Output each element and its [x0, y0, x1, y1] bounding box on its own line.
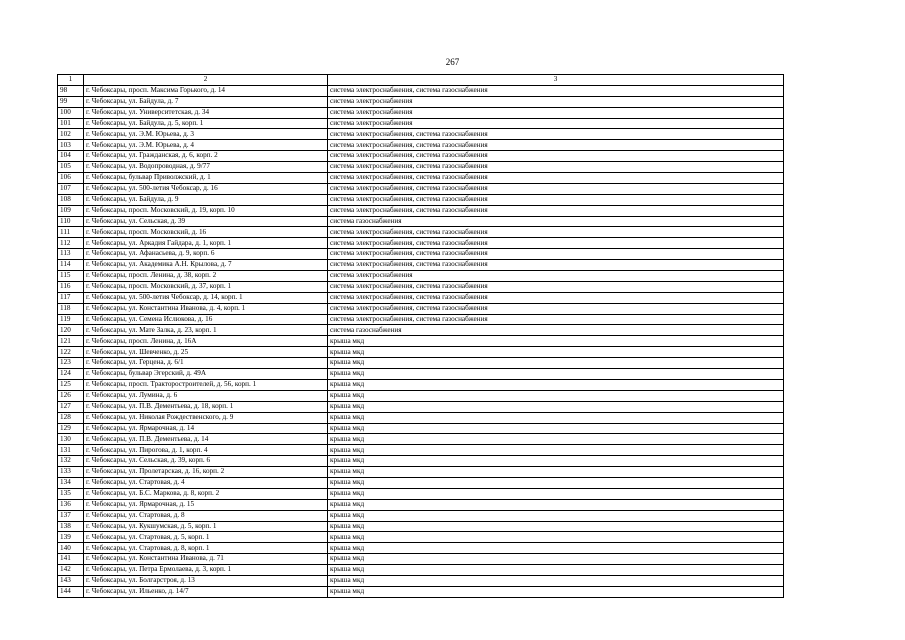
- address-cell: г. Чебоксары, ул. Пирогова, д. 1, корп. 4: [84, 445, 328, 456]
- table-row: [58, 205, 784, 216]
- address-cell: г. Чебоксары, ул. Мате Залка, д. 23, корп. 1: [84, 325, 328, 336]
- table-row: [58, 521, 784, 532]
- table-row: [58, 238, 784, 249]
- object-type-cell: крыша мкд: [328, 554, 784, 565]
- table-row: [58, 401, 784, 412]
- table-row: [58, 271, 784, 282]
- row-number-cell: 98: [58, 85, 84, 96]
- address-cell: г. Чебоксары, ул. Стартовая, д. 5, корп. 1: [84, 532, 328, 543]
- header-cell-address: 2: [84, 75, 328, 86]
- object-type-cell: крыша мкд: [328, 401, 784, 412]
- table-row: [58, 565, 784, 576]
- address-cell: г. Чебоксары, ул. Сельская, д. 39, корп. 6: [84, 456, 328, 467]
- address-cell: г. Чебоксары, ул. Аркадия Гайдара, д. 1, корп. 1: [84, 238, 328, 249]
- object-type-cell: крыша мкд: [328, 358, 784, 369]
- object-type-cell: крыша мкд: [328, 586, 784, 597]
- table-row: [58, 390, 784, 401]
- address-cell: г. Чебоксары, ул. Константина Иванова, д. 71: [84, 554, 328, 565]
- object-type-cell: система газоснабжения: [328, 216, 784, 227]
- object-type-cell: крыша мкд: [328, 510, 784, 521]
- object-type-cell: крыша мкд: [328, 379, 784, 390]
- table-row: [58, 129, 784, 140]
- address-cell: г. Чебоксары, ул. Болгарстроя, д. 13: [84, 575, 328, 586]
- row-number-cell: 126: [58, 390, 84, 401]
- object-type-cell: крыша мкд: [328, 532, 784, 543]
- table-row: [58, 445, 784, 456]
- table-row: [58, 379, 784, 390]
- table-row: [58, 456, 784, 467]
- table-row: [58, 183, 784, 194]
- row-number-cell: 108: [58, 194, 84, 205]
- object-type-cell: система электроснабжения, система газоснабжения: [328, 303, 784, 314]
- table-row: [58, 140, 784, 151]
- table-header-row: [58, 75, 784, 86]
- object-type-cell: крыша мкд: [328, 575, 784, 586]
- row-number-cell: 141: [58, 554, 84, 565]
- address-cell: г. Чебоксары, ул. Б.С. Маркова, д. 8, корп. 2: [84, 488, 328, 499]
- row-number-cell: 136: [58, 499, 84, 510]
- object-type-cell: система электроснабжения, система газоснабжения: [328, 292, 784, 303]
- address-cell: г. Чебоксары, ул. П.В. Дементьева, д. 14: [84, 434, 328, 445]
- object-type-cell: крыша мкд: [328, 521, 784, 532]
- page-number: 267: [445, 57, 460, 67]
- object-type-cell: система электроснабжения, система газоснабжения: [328, 173, 784, 184]
- object-type-cell: крыша мкд: [328, 488, 784, 499]
- table-row: [58, 347, 784, 358]
- table-row: [58, 216, 784, 227]
- object-type-cell: крыша мкд: [328, 423, 784, 434]
- row-number-cell: 105: [58, 162, 84, 173]
- row-number-cell: 130: [58, 434, 84, 445]
- row-number-cell: 140: [58, 543, 84, 554]
- table-row: [58, 369, 784, 380]
- object-type-cell: крыша мкд: [328, 499, 784, 510]
- table-row: [58, 151, 784, 162]
- table-row: [58, 586, 784, 597]
- object-type-cell: система электроснабжения, система газоснабжения: [328, 260, 784, 271]
- row-number-cell: 142: [58, 565, 84, 576]
- row-number-cell: 139: [58, 532, 84, 543]
- row-number-cell: 99: [58, 96, 84, 107]
- address-cell: г. Чебоксары, ул. П.В. Дементьева, д. 18, корп. 1: [84, 401, 328, 412]
- address-cell: г. Чебоксары, ул. Водопроводная, д. 9/77: [84, 162, 328, 173]
- address-cell: г. Чебоксары, ул. Ярмарочная, д. 15: [84, 499, 328, 510]
- object-type-cell: система электроснабжения, система газоснабжения: [328, 227, 784, 238]
- table-row: [58, 488, 784, 499]
- table-row: [58, 118, 784, 129]
- table-row: [58, 227, 784, 238]
- object-type-cell: крыша мкд: [328, 390, 784, 401]
- object-type-cell: система электроснабжения, система газоснабжения: [328, 162, 784, 173]
- object-type-cell: крыша мкд: [328, 434, 784, 445]
- row-number-cell: 123: [58, 358, 84, 369]
- table-row: [58, 292, 784, 303]
- address-cell: г. Чебоксары, ул. 500-летия Чебоксар, д. 16: [84, 183, 328, 194]
- table-row: [58, 423, 784, 434]
- table-row: [58, 281, 784, 292]
- row-number-cell: 125: [58, 379, 84, 390]
- object-type-cell: система электроснабжения, система газоснабжения: [328, 314, 784, 325]
- table-row: [58, 249, 784, 260]
- address-cell: г. Чебоксары, ул. Байдула, д. 9: [84, 194, 328, 205]
- address-cell: г. Чебоксары, ул. Шевченко, д. 25: [84, 347, 328, 358]
- object-type-cell: система электроснабжения, система газоснабжения: [328, 129, 784, 140]
- object-type-cell: система электроснабжения, система газоснабжения: [328, 205, 784, 216]
- object-type-cell: система электроснабжения, система газоснабжения: [328, 140, 784, 151]
- row-number-cell: 144: [58, 586, 84, 597]
- row-number-cell: 117: [58, 292, 84, 303]
- table-row: [58, 510, 784, 521]
- address-cell: г. Чебоксары, ул. Герцена, д. 6/1: [84, 358, 328, 369]
- object-type-cell: система электроснабжения: [328, 96, 784, 107]
- row-number-cell: 122: [58, 347, 84, 358]
- row-number-cell: 112: [58, 238, 84, 249]
- object-type-cell: крыша мкд: [328, 543, 784, 554]
- table-row: [58, 303, 784, 314]
- address-cell: г. Чебоксары, ул. Университетская, д. 34: [84, 107, 328, 118]
- address-cell: г. Чебоксары, просп. Московский, д. 19, корп. 10: [84, 205, 328, 216]
- address-cell: г. Чебоксары, бульвар Приволжский, д. 1: [84, 173, 328, 184]
- row-number-cell: 131: [58, 445, 84, 456]
- table-row: [58, 194, 784, 205]
- object-type-cell: система электроснабжения: [328, 118, 784, 129]
- table-row: [58, 575, 784, 586]
- table-row: [58, 532, 784, 543]
- table-row: [58, 85, 784, 96]
- address-cell: г. Чебоксары, ул. 500-летия Чебоксар, д. 14, корп. 1: [84, 292, 328, 303]
- address-cell: г. Чебоксары, ул. Ильенко, д. 14/7: [84, 586, 328, 597]
- address-cell: г. Чебоксары, ул. Э.М. Юрьева, д. 3: [84, 129, 328, 140]
- row-number-cell: 124: [58, 369, 84, 380]
- row-number-cell: 135: [58, 488, 84, 499]
- row-number-cell: 102: [58, 129, 84, 140]
- object-type-cell: система электроснабжения, система газоснабжения: [328, 183, 784, 194]
- table-row: [58, 325, 784, 336]
- object-type-cell: система электроснабжения, система газоснабжения: [328, 249, 784, 260]
- address-cell: г. Чебоксары, ул. Стартовая, д. 8, корп. 1: [84, 543, 328, 554]
- row-number-cell: 134: [58, 477, 84, 488]
- address-cell: г. Чебоксары, ул. Э.М. Юрьева, д. 4: [84, 140, 328, 151]
- object-type-cell: крыша мкд: [328, 467, 784, 478]
- object-type-cell: система электроснабжения, система газоснабжения: [328, 281, 784, 292]
- row-number-cell: 129: [58, 423, 84, 434]
- address-cell: г. Чебоксары, просп. Ленина, д. 38, корп. 2: [84, 271, 328, 282]
- row-number-cell: 104: [58, 151, 84, 162]
- row-number-cell: 110: [58, 216, 84, 227]
- object-type-cell: крыша мкд: [328, 369, 784, 380]
- address-cell: г. Чебоксары, просп. Ленина, д. 16А: [84, 336, 328, 347]
- object-type-cell: система электроснабжения: [328, 107, 784, 118]
- row-number-cell: 107: [58, 183, 84, 194]
- object-type-cell: крыша мкд: [328, 445, 784, 456]
- table-row: [58, 260, 784, 271]
- row-number-cell: 114: [58, 260, 84, 271]
- row-number-cell: 133: [58, 467, 84, 478]
- address-cell: г. Чебоксары, просп. Максима Горького, д. 14: [84, 85, 328, 96]
- address-cell: г. Чебоксары, ул. Лумина, д. 6: [84, 390, 328, 401]
- row-number-cell: 127: [58, 401, 84, 412]
- object-type-cell: крыша мкд: [328, 565, 784, 576]
- table-row: [58, 412, 784, 423]
- row-number-cell: 138: [58, 521, 84, 532]
- table-row: [58, 96, 784, 107]
- objects-table: [57, 74, 784, 598]
- row-number-cell: 118: [58, 303, 84, 314]
- row-number-cell: 113: [58, 249, 84, 260]
- object-type-cell: система электроснабжения: [328, 271, 784, 282]
- object-type-cell: крыша мкд: [328, 412, 784, 423]
- table-row: [58, 173, 784, 184]
- row-number-cell: 128: [58, 412, 84, 423]
- row-number-cell: 121: [58, 336, 84, 347]
- row-number-cell: 106: [58, 173, 84, 184]
- table-row: [58, 434, 784, 445]
- row-number-cell: 120: [58, 325, 84, 336]
- table-row: [58, 358, 784, 369]
- object-type-cell: система электроснабжения, система газоснабжения: [328, 238, 784, 249]
- object-type-cell: система электроснабжения, система газоснабжения: [328, 151, 784, 162]
- address-cell: г. Чебоксары, ул. Стартовая, д. 8: [84, 510, 328, 521]
- address-cell: г. Чебоксары, ул. Николая Рождественского, д. 9: [84, 412, 328, 423]
- object-type-cell: система электроснабжения, система газоснабжения: [328, 85, 784, 96]
- table-row: [58, 314, 784, 325]
- address-cell: г. Чебоксары, ул. Сельская, д. 39: [84, 216, 328, 227]
- table-row: [58, 467, 784, 478]
- address-cell: г. Чебоксары, ул. Петра Ермолаева, д. 3, корп. 1: [84, 565, 328, 576]
- object-type-cell: крыша мкд: [328, 456, 784, 467]
- row-number-cell: 119: [58, 314, 84, 325]
- object-type-cell: крыша мкд: [328, 336, 784, 347]
- row-number-cell: 101: [58, 118, 84, 129]
- header-cell-object: 3: [328, 75, 784, 86]
- table-row: [58, 477, 784, 488]
- table-row: [58, 543, 784, 554]
- address-cell: г. Чебоксары, просп. Московский, д. 16: [84, 227, 328, 238]
- address-cell: г. Чебоксары, ул. Стартовая, д. 4: [84, 477, 328, 488]
- row-number-cell: 115: [58, 271, 84, 282]
- table-row: [58, 162, 784, 173]
- object-type-cell: система электроснабжения, система газоснабжения: [328, 194, 784, 205]
- row-number-cell: 103: [58, 140, 84, 151]
- table-row: [58, 499, 784, 510]
- address-cell: г. Чебоксары, просп. Тракторостроителей, д. 56, корп. 1: [84, 379, 328, 390]
- row-number-cell: 143: [58, 575, 84, 586]
- object-type-cell: крыша мкд: [328, 477, 784, 488]
- address-cell: г. Чебоксары, просп. Московский, д. 37, корп. 1: [84, 281, 328, 292]
- object-type-cell: крыша мкд: [328, 347, 784, 358]
- address-cell: г. Чебоксары, ул. Семена Ислюкова, д. 16: [84, 314, 328, 325]
- address-cell: г. Чебоксары, ул. Афанасьева, д. 9, корп. 6: [84, 249, 328, 260]
- address-cell: г. Чебоксары, ул. Академика А.Н. Крылова, д. 7: [84, 260, 328, 271]
- address-cell: г. Чебоксары, ул. Ярмарочная, д. 14: [84, 423, 328, 434]
- address-cell: г. Чебоксары, бульвар Эгерский, д. 49А: [84, 369, 328, 380]
- address-cell: г. Чебоксары, ул. Кукшумская, д. 5, корп. 1: [84, 521, 328, 532]
- row-number-cell: 132: [58, 456, 84, 467]
- address-cell: г. Чебоксары, ул. Байдула, д. 5, корп. 1: [84, 118, 328, 129]
- table-row: [58, 107, 784, 118]
- row-number-cell: 116: [58, 281, 84, 292]
- address-cell: г. Чебоксары, ул. Гражданская, д. 6, корп. 2: [84, 151, 328, 162]
- table-body: [58, 75, 784, 598]
- address-cell: г. Чебоксары, ул. Байдула, д. 7: [84, 96, 328, 107]
- table-row: [58, 554, 784, 565]
- row-number-cell: 100: [58, 107, 84, 118]
- address-cell: г. Чебоксары, ул. Константина Иванова, д. 4, корп. 1: [84, 303, 328, 314]
- row-number-cell: 109: [58, 205, 84, 216]
- object-type-cell: система газоснабжения: [328, 325, 784, 336]
- header-cell-number: 1: [58, 75, 84, 86]
- table-row: [58, 336, 784, 347]
- row-number-cell: 137: [58, 510, 84, 521]
- row-number-cell: 111: [58, 227, 84, 238]
- address-cell: г. Чебоксары, ул. Пролетарская, д. 16, корп. 2: [84, 467, 328, 478]
